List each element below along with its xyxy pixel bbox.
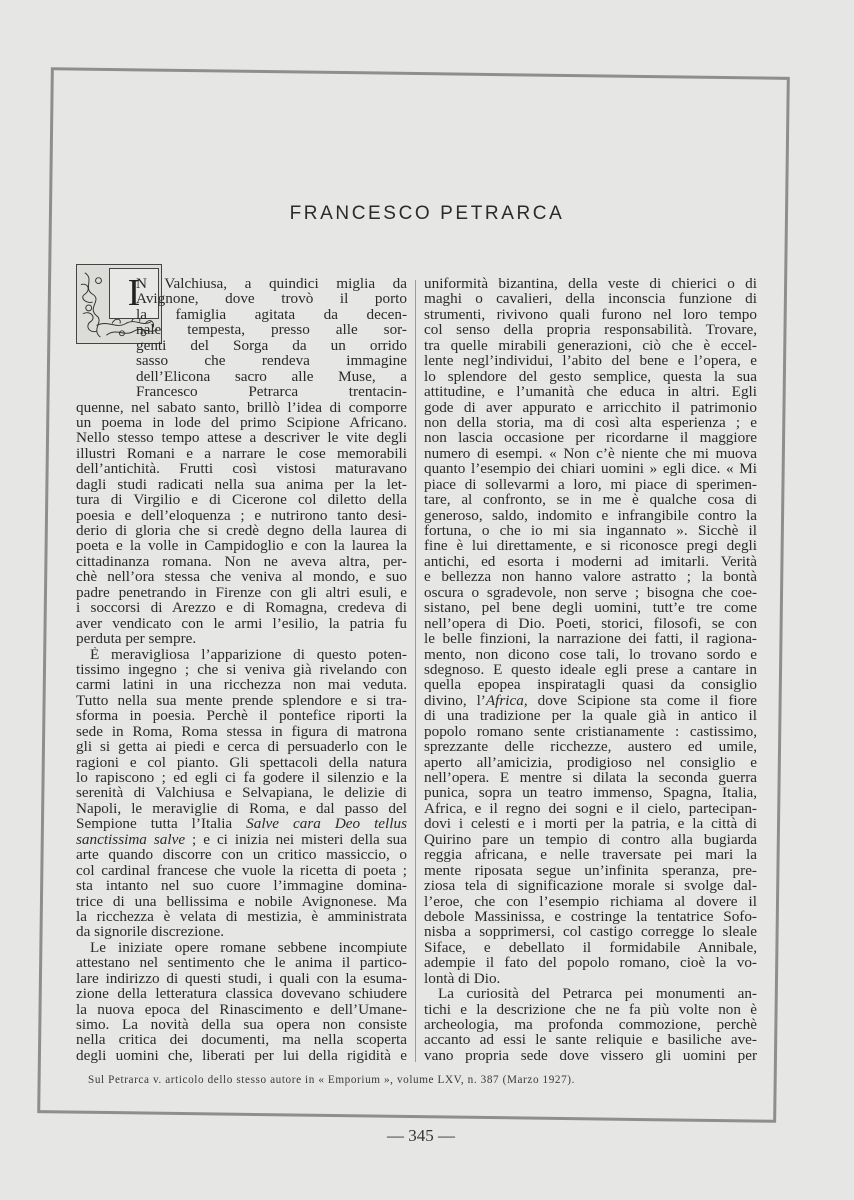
text-line: la nuova epoca del Rinascimento e dell’Umane- (76, 1001, 407, 1017)
page-number: — 345 — (387, 1126, 455, 1145)
text-line: quenne, nel sabato santo, brillò l’idea di comporre (76, 399, 407, 415)
text-line: gode di aver appurato e arricchito il patrimonio (424, 399, 757, 415)
text-line: aver vendicato con le armi l’esilio, la patria fu (76, 615, 407, 632)
text-line: nell’opera di Dio. Poeti, storici, filosofi, se con (424, 615, 757, 632)
text-line: dell’antichità. Frutti così vistosi maturavano (76, 461, 407, 477)
text-line: Nello stesso tempo attese a descriver le vite degli (76, 430, 407, 446)
text-line: carmi latini in una ricchezza non mai veduta. (76, 677, 407, 693)
text-line: col senso della propria responsabilità. Trovare, (424, 322, 757, 338)
text-line: sdegnoso. E questo ideale egli prese a cantare in (424, 661, 757, 678)
left-column (76, 276, 407, 1063)
text-line: Siface, e debellato il formidabile Annibale, (424, 939, 757, 956)
text-line: nella critica dei documenti, ma nella scoperta (76, 1032, 407, 1048)
text-line: degli uomini che, liberati per lui della rigidità e (76, 1047, 407, 1064)
text-line: simo. La novità della sua opera non consiste (76, 1017, 407, 1033)
text-line: mento, non dicono cose tali, lo trovano sordo e (424, 646, 757, 662)
text-line: divino, l’Africa, dove Scipione sta come il fiore (424, 692, 757, 709)
text-line: Quirino pare un tempio di contro alla bugiarda (424, 831, 757, 848)
text-line: dagli studi radicati nella sua anima per la let- (76, 476, 407, 493)
text-line: Napoli, le meraviglie di Roma, e dal passo del (76, 800, 407, 817)
text-line: col cardinal francese che vuole la ricetta di poeta ; (76, 862, 407, 879)
text-line: sasso che rendeva immagine (136, 353, 407, 369)
text-line: È meravigliosa l’apparizione di questo poten- (90, 646, 407, 662)
text-line: vano propria sede dove vissero gli uomini per (424, 1047, 757, 1064)
text-line: Le iniziate opere romane sebbene incompiute (90, 939, 407, 956)
text-line: attitudine, e l’umanità che educa in altri. Egli (424, 384, 757, 400)
right-column (424, 276, 757, 1063)
text-line: la ricchezza è velata di mestizia, è amministrata (76, 908, 407, 925)
text-line: di una tradizione per la quale già in antico il (424, 708, 757, 724)
text-line: tra quelle mirabili generazioni, ciò che è eccel- (424, 337, 757, 354)
text-line: accanto ad essi le sante reliquie e basiliche ave- (424, 1032, 757, 1048)
text-line: nisba a sopprimersi, col castigo corregge lo sleale (424, 924, 757, 940)
text-line: dell’Elicona sacro alle Muse, a (136, 368, 407, 385)
text-line: fortuna, o che io mi sia ingannato ». Sicchè il (424, 523, 757, 539)
text-line: non lascia occasione per ricordarne il maggiore (424, 430, 757, 446)
text-line: tissimo ingegno ; che si veniva già rivelando con (76, 661, 407, 678)
text-line: dovi i celesti e i morti per la patria, e la città di (424, 816, 757, 832)
text-line: gli si getta ai piedi e cerca di persuaderlo con le (76, 739, 407, 755)
text-line: numero di esempi. « Non c’è niente che mi muova (424, 445, 757, 462)
text-line: antichi, ed esorta i moderni ad imitarli. Verità (424, 553, 757, 570)
text-line: Francesco Petrarca trentacin- (136, 384, 407, 400)
text-line: sprezzante delle ricchezze, austero ed umile, (424, 739, 757, 755)
text-line: serenità di Valchiusa e Selvapiana, le delizie di (76, 785, 407, 801)
text-line: quanto l’esempio dei chiari uomini » egli dice. « Mi (424, 461, 757, 477)
text-line: non della storia, ma di così alta esperienza ; e (424, 414, 757, 431)
text-line: poesia e dell’eloquenza ; e nutrirono tanto desi- (76, 507, 407, 523)
text-line: trice di una bellissima e nobile Avignonese. Ma (76, 893, 407, 909)
text-line: nell’opera. E mentre si dilata la seconda guerra (424, 770, 757, 786)
text-line: quella epopea inspiratagli quasi da consiglio (424, 677, 757, 693)
text-line: lo rapiscono ; ed egli ci fa godere il silenzio e la (76, 770, 407, 786)
text-line: padre penetrando in Firenze con gli altri esuli, e (76, 584, 407, 601)
text-line: tare, al confronto, se in me è qualche cosa di (424, 492, 757, 508)
text-line: attestano nel sentimento che le anima il partico- (76, 955, 407, 971)
column-divider (415, 280, 416, 1062)
text-line: Avignone, dove trovò il porto (136, 291, 407, 307)
text-line: lente negl’individui, l’abito del bene e l’opera, e (424, 353, 757, 369)
text-line: sta intanto nel suo cuore l’immagine domina- (76, 878, 407, 894)
text-line: Africa, e il regno dei sogni e il cielo, partecipan- (424, 800, 757, 817)
text-line: poeta e la volle in Campidoglio e con la laurea la (76, 538, 407, 554)
text-line: reggia africana, e nelle traversate pei mari la (424, 847, 757, 863)
text-line: punica, sopra un teatro immenso, Spagna, Italia, (424, 785, 757, 801)
text-line: maghi o cavalieri, della inconscia funzione di (424, 291, 757, 307)
text-line: piace di sollevarmi a loro, mi piace di sperimen- (424, 476, 757, 493)
text-line: da signorile discrezione. (76, 924, 225, 940)
text-line: le belle finzioni, la narrazione dei fatti, il ragiona- (424, 631, 757, 647)
drop-cap-letter: I (109, 268, 159, 319)
text-line: derio di gloria che si credè degno della laurea di (76, 523, 407, 539)
text-line: tichi e la descrizione che ne fa più volte non è (424, 1001, 757, 1017)
text-line: generoso, saldo, indomito e infrangibile contro la (424, 507, 757, 523)
text-line: lontà di Dio. (424, 970, 501, 987)
text-line: lo splendore del gesto semplice, questa la sua (424, 368, 757, 385)
text-line: nale tempesta, presso alle sor- (136, 322, 407, 338)
text-line: l’eroe, che con l’esempio richiama al dovere il (424, 893, 757, 909)
text-line: aperto all’amicizia, prodigioso nel consiglio e (424, 754, 757, 770)
footnote: Sul Petrarca v. articolo dello stesso autore in « Emporium », volume LXV, n. 387 (Marzo 1927). (88, 1074, 576, 1086)
text-line: genti del Sorga da un orrido (136, 337, 407, 354)
text-line: lare indirizzo di questi studi, i quali con la esuma- (76, 970, 407, 987)
text-line: illustri Romani e a narrare le cose memorabili (76, 445, 407, 462)
text-line: N Valchiusa, a quindici miglia da (136, 276, 407, 292)
text-line: sede in Roma, Roma stessa in figura di matrona (76, 723, 407, 740)
text-line: ragioni e col pianto. Gli spettacoli della natura (76, 754, 407, 770)
article-title: FRANCESCO PETRARCA (289, 203, 565, 224)
text-line: i soccorsi di Arezzo e di Romagna, credeva di (76, 600, 407, 616)
text-line: un poema in lode del primo Scipione Africano. (76, 414, 407, 431)
text-line: mente riposata segue un’infinita speranza, pre- (424, 862, 757, 879)
text-line: oscura o sgradevole, non serve ; bisogna che coe- (424, 584, 757, 601)
text-line: cittadinanza romana. Non ne aveva altra, per- (76, 553, 407, 570)
text-line: La curiosità del Petrarca pei monumenti an- (438, 986, 757, 1002)
text-line: debole Massinissa, e costringe la tentatrice Sofo- (424, 908, 757, 925)
text-line: sforma in poesia. Perchè il pontefice riporti la (76, 708, 407, 724)
text-line: tura di Virgilio e di Cicerone col diletto della (76, 492, 407, 508)
text-line: la famiglia agitata da decen- (136, 306, 407, 323)
text-line: Tutto nella sua mente prende splendore e si tra- (76, 692, 407, 709)
text-line: archeologia, ma profonda commozione, perchè (424, 1017, 757, 1033)
text-line: arte quando discorre con un critico massiccio, o (76, 847, 407, 863)
text-line: ziosa tela di significazione morale si svolge dal- (424, 878, 757, 894)
text-line: sistano, pel bene degli uomini, tutt’e tre come (424, 600, 757, 616)
text-line: perduta per sempre. (76, 631, 197, 647)
text-line: Sempione tutta l’Italia Salve cara Deo tellus (76, 816, 407, 832)
text-line: strumenti, rivivono quali furono nel loro tempo (424, 306, 757, 323)
text-line: popolo romano sente cristianamente : castissimo, (424, 723, 757, 740)
text-line: e bellezza non hanno valore astratto ; la bontà (424, 569, 757, 585)
text-line: zione della letteratura classica dovevano schiudere (76, 986, 407, 1002)
text-line: chè nell’ora stessa che veniva al mondo, e suo (76, 569, 407, 585)
text-line: uniformità bizantina, della veste di chierici o di (424, 276, 757, 292)
text-line: adempie il fato del popolo romano, cioè la vo- (424, 955, 757, 971)
text-line: fine è lui direttamente, e si riconosce pregi degli (424, 538, 757, 554)
text-line: sanctissima salve ; e ci inizia nei misteri della sua (76, 831, 407, 848)
